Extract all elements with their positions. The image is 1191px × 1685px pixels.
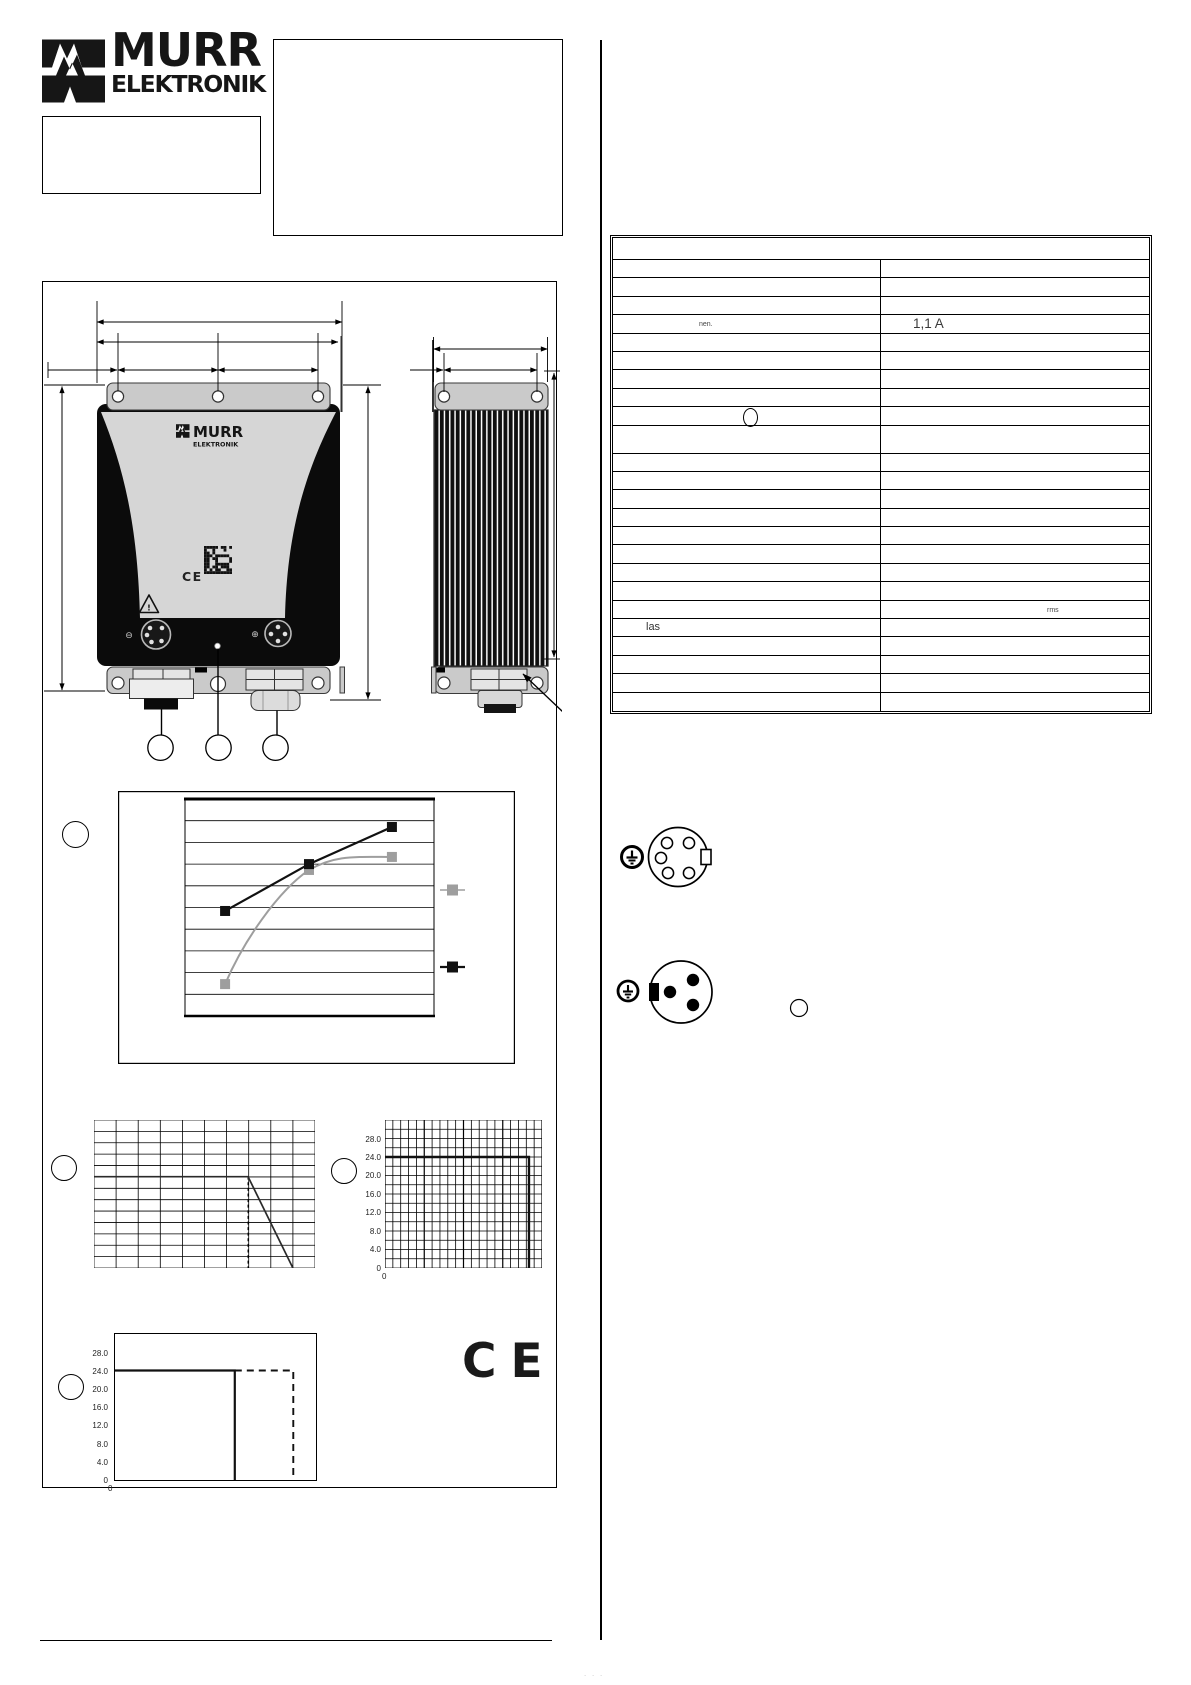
table-label-cell <box>613 260 881 277</box>
table-label-cell <box>613 389 881 406</box>
axis-tick-label: 4.0 <box>96 1457 108 1467</box>
callout-balloon-d <box>58 1374 84 1400</box>
chart-b <box>94 1120 315 1268</box>
table-row <box>613 693 1149 711</box>
label-brand-line1: MURR <box>193 423 244 441</box>
table-label-cell <box>613 527 881 544</box>
table-value-cell <box>881 352 1149 369</box>
earth-icon <box>622 847 643 868</box>
mount-hole <box>438 391 449 402</box>
mount-hole <box>438 677 450 689</box>
spec-table <box>612 237 1150 712</box>
table-label-cell <box>613 619 881 636</box>
axis-tick-label: 28.0 <box>92 1348 108 1358</box>
callout-balloon-a <box>62 821 89 848</box>
mount-hole <box>312 391 323 402</box>
table-value-cell <box>881 509 1149 526</box>
axis-tick-label: 16.0 <box>92 1403 108 1413</box>
table-value-cell <box>881 545 1149 562</box>
mount-hole <box>312 677 324 689</box>
footer-note: · · · <box>584 1672 605 1679</box>
table-row <box>613 407 1149 425</box>
callout-balloon-2 <box>206 735 231 760</box>
earth-icon <box>618 981 638 1001</box>
input-terminal <box>130 669 194 710</box>
table-label-cell <box>613 656 881 673</box>
mount-hole <box>112 677 124 689</box>
chart-c <box>385 1120 542 1268</box>
chart-d-yaxis <box>64 1333 108 1493</box>
axis-tick-label: 16.0 <box>365 1189 381 1199</box>
table-row <box>613 297 1149 315</box>
callout-balloon-1 <box>148 735 173 760</box>
footer-rule <box>40 1640 552 1641</box>
table-value-cell <box>881 601 1149 618</box>
title-box <box>273 39 563 236</box>
table-value-cell <box>881 389 1149 406</box>
minus-port-symbol: ⊖ <box>125 631 133 641</box>
table-value-cell <box>881 582 1149 599</box>
callout-balloon-3 <box>263 735 288 760</box>
chart-d-frame <box>114 1333 317 1481</box>
chart-c-yaxis <box>341 1120 381 1280</box>
table-value-cell <box>881 297 1149 314</box>
table-row <box>613 334 1149 352</box>
table-row <box>613 545 1149 563</box>
label-ce-text: CE <box>182 569 203 584</box>
axis-tick-label: 24.0 <box>365 1152 381 1162</box>
table-value-cell <box>881 637 1149 654</box>
side-gland <box>471 669 527 713</box>
table-label-text: las <box>646 621 661 634</box>
table-row <box>613 352 1149 370</box>
table-label-cell <box>613 545 881 562</box>
chart-d-xzero: 0 <box>108 1484 113 1493</box>
axis-tick-label: 8.0 <box>369 1226 381 1236</box>
table-row <box>613 527 1149 545</box>
table-label-cell <box>613 352 881 369</box>
table-value-cell <box>881 454 1149 471</box>
axis-tick-label: 0 <box>103 1475 108 1485</box>
ce-mark: CE <box>462 1334 557 1389</box>
table-label-cell <box>613 637 881 654</box>
table-label-cell <box>613 674 881 691</box>
chart-c-xzero: 0 <box>382 1272 387 1281</box>
logo-line1: MURR <box>111 23 261 77</box>
status-led <box>215 643 221 649</box>
table-row <box>613 472 1149 490</box>
table-label-cell <box>613 334 881 351</box>
table-value-cell <box>881 564 1149 581</box>
table-row <box>613 601 1149 619</box>
axis-tick-label: 8.0 <box>96 1439 108 1449</box>
table-label-subscript: nen. <box>699 321 713 329</box>
murr-logo-text <box>111 23 266 98</box>
table-value-cell <box>881 490 1149 507</box>
table-label-cell <box>613 297 881 314</box>
table-row <box>613 426 1149 454</box>
device-drawing <box>40 278 562 770</box>
pinout-input-connector <box>612 824 717 892</box>
table-label-cell <box>613 370 881 387</box>
table-label-cell <box>613 454 881 471</box>
table-value-text: 1,1 A <box>913 316 944 332</box>
table-label-cell <box>613 426 881 453</box>
chart-d <box>115 1334 316 1480</box>
flange-foot <box>432 667 437 693</box>
table-row <box>613 509 1149 527</box>
front-connector-output <box>265 621 291 647</box>
table-row <box>613 674 1149 692</box>
table-value-cell <box>881 278 1149 295</box>
table-row <box>613 389 1149 407</box>
table-row <box>613 564 1149 582</box>
front-view <box>97 336 345 760</box>
pinout-output-connector <box>610 958 815 1026</box>
axis-tick-label: 12.0 <box>365 1208 381 1218</box>
table-value-cell <box>881 426 1149 453</box>
murr-logo-icon <box>42 38 105 104</box>
table-row <box>613 582 1149 600</box>
label-brand-line2: ELEKTRONIK <box>193 440 239 449</box>
table-row <box>613 637 1149 655</box>
table-label-cell <box>613 509 881 526</box>
bracket-slot <box>436 668 445 673</box>
bracket-slot <box>195 668 207 673</box>
table-value-cell <box>881 407 1149 424</box>
table-row <box>613 278 1149 296</box>
connector-face <box>650 961 712 1023</box>
table-label-cell <box>613 315 881 332</box>
table-value-cell <box>881 527 1149 544</box>
table-value-cell <box>881 260 1149 277</box>
table-row <box>613 315 1149 333</box>
chart-a <box>118 791 515 1064</box>
keyway-notch <box>701 850 711 865</box>
table-row <box>613 260 1149 278</box>
table-label-cell <box>613 601 881 618</box>
table-label-cell <box>613 278 881 295</box>
table-label-cell <box>613 407 881 424</box>
murr-logo <box>42 38 105 109</box>
spec-table-header <box>613 238 1149 260</box>
axis-tick-label: 20.0 <box>365 1171 381 1181</box>
axis-tick-label: 20.0 <box>92 1384 108 1394</box>
warning-exclamation: ! <box>147 603 151 613</box>
table-value-cell <box>881 693 1149 711</box>
table-row <box>613 370 1149 388</box>
axis-tick-label: 0 <box>376 1263 381 1273</box>
mount-hole <box>112 391 123 402</box>
axis-tick-label: 24.0 <box>92 1366 108 1376</box>
table-value-subscript: rms <box>1047 606 1059 614</box>
table-label-cell <box>613 582 881 599</box>
output-gland <box>246 669 303 711</box>
table-row <box>613 454 1149 472</box>
side-view <box>432 340 563 713</box>
keyway-block <box>649 983 659 1001</box>
axis-tick-label: 12.0 <box>92 1421 108 1431</box>
table-label-cell <box>613 472 881 489</box>
table-label-cell <box>613 490 881 507</box>
address-box <box>42 116 261 194</box>
circle-glyph <box>743 408 758 427</box>
heatsink <box>434 410 548 666</box>
callout-balloon-c <box>331 1158 357 1184</box>
mount-hole <box>531 391 542 402</box>
axis-tick-label: 28.0 <box>365 1134 381 1144</box>
callout-balloon-b <box>51 1155 77 1181</box>
flange-foot <box>340 667 345 693</box>
table-value-cell <box>881 472 1149 489</box>
axis-tick-label: 4.0 <box>369 1245 381 1255</box>
mount-hole <box>212 391 223 402</box>
table-row <box>613 656 1149 674</box>
table-row <box>613 619 1149 637</box>
table-value-cell <box>881 656 1149 673</box>
table-label-cell <box>613 564 881 581</box>
table-value-cell <box>881 315 1149 332</box>
front-connector-input <box>142 620 171 649</box>
table-value-cell <box>881 334 1149 351</box>
table-value-cell <box>881 619 1149 636</box>
logo-line2: ELEKTRONIK <box>111 69 266 98</box>
plus-port-symbol: ⊕ <box>251 630 259 640</box>
table-row <box>613 490 1149 508</box>
table-value-cell <box>881 674 1149 691</box>
table-label-cell <box>613 693 881 711</box>
column-divider <box>600 40 602 1640</box>
table-value-cell <box>881 370 1149 387</box>
circle-glyph <box>791 1000 808 1017</box>
